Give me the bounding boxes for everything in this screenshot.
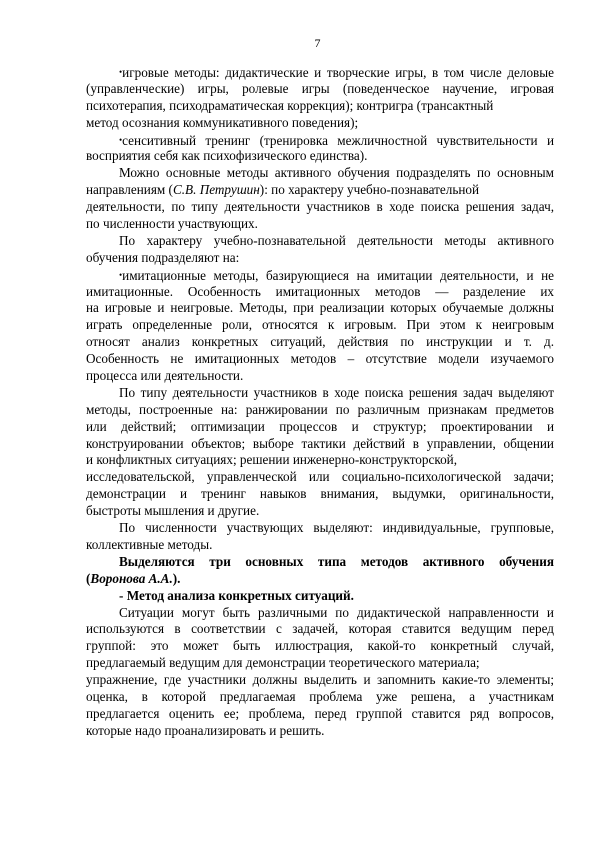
line-text: оценка, в которой предлагаемая проблема уже решена, а участникам — [86, 688, 554, 704]
line-text: играть определенные роли, относятся к игровым. При этом к неигровым — [86, 317, 554, 333]
line-text: ): по характеру учебно-познавательной — [259, 182, 480, 198]
text-line — [86, 486, 554, 503]
line-text: группой: это может быть иллюстрация, какой-то конкретный случай, — [86, 638, 554, 654]
text-line — [86, 165, 554, 182]
line-text: имитационные методы, базирующиеся на имитации деятельности, и не — [122, 267, 554, 283]
text-line — [86, 672, 554, 689]
line-text: или действий; оптимизации процессов и структур; проектировании и — [86, 418, 554, 434]
line-text: исследовательской, управленческой или социально-психологической задачи; — [86, 469, 554, 485]
line-text: Ситуации могут быть различными по дидактической направленности и — [119, 604, 554, 620]
text-line — [86, 571, 554, 588]
text-line — [86, 689, 554, 706]
line-text: По численности участвующих выделяют: индивидуальные, групповые, — [119, 520, 554, 536]
bullet-marker: • — [119, 134, 123, 145]
text-line — [86, 199, 554, 216]
text-line — [86, 385, 554, 402]
line-text: метод осознания коммуникативного поведения); — [86, 114, 359, 130]
line-text: предлагаемый ведущим для демонстрации теоретического материала; — [86, 655, 480, 671]
text-line — [86, 368, 554, 385]
text-line — [86, 115, 554, 132]
line-text: конструировании объектов; выборе тактики действий в управлении, общении — [86, 435, 554, 451]
line-text: деятельности, по типу деятельности участников в ходе поиска решения задач, — [86, 199, 554, 215]
line-text: имитационные. Особенность имитационных методов — разделение их — [86, 283, 554, 299]
text-line — [86, 503, 554, 520]
line-text: коллективные методы. — [86, 536, 213, 552]
text-line — [86, 554, 554, 571]
line-text: которые надо проанализировать и решить. — [86, 722, 325, 738]
line-text: Особенность не имитационных методов – отсутствие модели изучаемого — [86, 351, 554, 367]
line-text: обучения подразделяют на: — [86, 249, 240, 265]
line-text: (управленческие) игры, ролевые игры (поведенческое научение, игровая — [86, 80, 554, 96]
text-line — [86, 588, 554, 605]
line-text: используются в соответствии с задачей, которая ставится ведущим перед — [86, 621, 554, 637]
text-line — [86, 233, 554, 250]
line-text: Выделяются три основных типа методов активного обучения — [119, 553, 554, 569]
page-number: 7 — [314, 36, 321, 50]
line-text: сенситивный тренинг (тренировка межличностной чувствительности и — [122, 132, 554, 148]
text-line — [86, 317, 554, 334]
text-line — [86, 638, 554, 655]
text-line — [86, 723, 554, 740]
bullet-marker: • — [119, 269, 123, 280]
line-text: направлениям ( — [86, 182, 173, 198]
text-line — [86, 520, 554, 537]
text-line — [86, 216, 554, 233]
line-text: психотерапия, психодраматическая коррекция); контригра (трансактный — [86, 97, 494, 113]
text-line — [86, 300, 554, 317]
text-line — [86, 452, 554, 469]
line-text: По типу деятельности участников в ходе поиска решения задач выделяют — [119, 384, 554, 400]
text-line — [86, 132, 554, 149]
line-text: Можно основные методы активного обучения подразделять по основным — [119, 165, 554, 181]
text-line — [86, 351, 554, 368]
line-text: ( — [86, 570, 91, 586]
line-text: по численности участвующих. — [86, 216, 258, 232]
text-line — [86, 267, 554, 284]
document-body — [86, 64, 554, 740]
text-line — [86, 706, 554, 723]
text-line — [86, 469, 554, 486]
line-text: - Метод анализа конкретных ситуаций. — [119, 587, 354, 603]
text-line — [86, 98, 554, 115]
text-line — [86, 148, 554, 165]
line-text: игровые методы: дидактические и творческие игры, в том числе деловые — [122, 65, 554, 80]
text-line — [86, 402, 554, 419]
text-line — [86, 436, 554, 453]
text-line — [86, 621, 554, 638]
text-line — [86, 250, 554, 267]
text-line — [86, 81, 554, 98]
text-line — [86, 537, 554, 554]
line-text: демонстрации и тренинг навыков внимания, выдумки, оригинальности, — [86, 486, 554, 502]
text-line — [86, 64, 554, 81]
line-text: предлагается оценить ее; проблема, перед группой ставится ряд вопросов, — [86, 705, 554, 721]
line-text: и конфликтных ситуациях; решении инженерно-конструкторской, — [86, 452, 458, 468]
author-citation: Воронова А.А. — [90, 570, 173, 586]
line-text: процесса или деятельности. — [86, 368, 244, 384]
text-line — [86, 605, 554, 622]
bullet-marker: • — [119, 67, 123, 77]
line-text: По характеру учебно-познавательной деятельности методы активного — [119, 232, 554, 248]
text-line — [86, 419, 554, 436]
text-line — [86, 334, 554, 351]
line-text: быстроты мышления и другие. — [86, 503, 260, 519]
line-text: методы, построенные на: ранжировании по различным признакам предметов — [86, 401, 554, 417]
line-text: относят анализ конкретных ситуаций, действия по инструкции и т. д. — [86, 334, 554, 350]
text-line — [86, 182, 554, 199]
line-text: упражнение, где участники должны выделить и запомнить какие-то элементы; — [86, 672, 554, 688]
text-line — [86, 284, 554, 301]
text-line — [86, 655, 554, 672]
line-text: на игровые и неигровые. Методы, при реализации которых обучаемые должны — [86, 300, 554, 316]
line-text: ). — [172, 570, 181, 586]
author-citation: С.В. Петрушин — [172, 182, 260, 198]
line-text: восприятия себя как психофизического единства). — [86, 148, 368, 164]
